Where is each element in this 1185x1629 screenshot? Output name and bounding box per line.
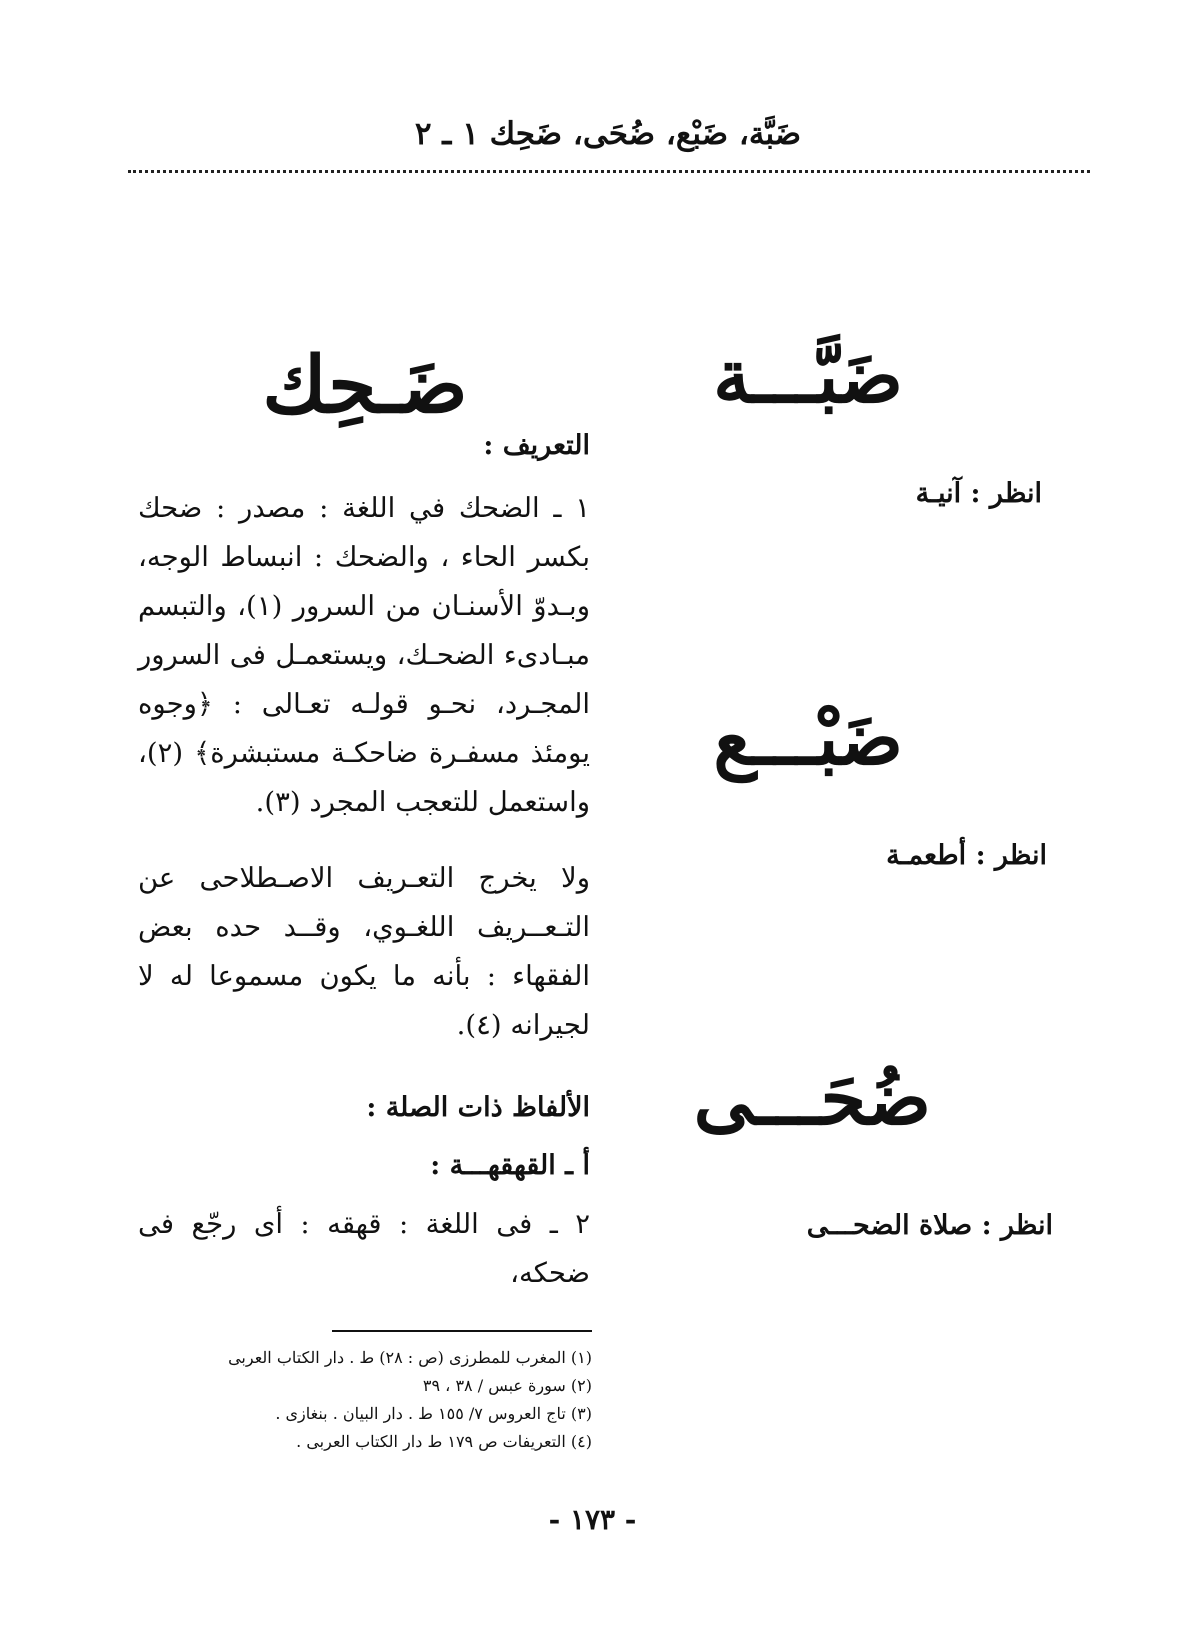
see-also-salat-alduha: انظر : صلاة الضحـــى xyxy=(806,1210,1053,1241)
definition-paragraph-3: ٢ ـ فى اللغة : قهقه : أى رجّع فى ضحكه، xyxy=(138,1208,590,1289)
definition-paragraph-1: ١ ـ الضحك في اللغة : مصدر : ضحك بكسر الحاء ، والضحك : انبساط الوجه، وبـدوّ الأسنـان من السرور (١)، والتبسم مبـادىء الضحـك، ويستعمـل فى السرور المجـرد، نحـو قولـه تعـالى : ﴿وجوه يومئذ مسفـرة ضاحكـة مستبشرة﴾ (٢)، واستعمل للتعجب المجرد (٣). xyxy=(138,492,590,818)
headword-dab: ضَبْـــع xyxy=(713,696,903,782)
sub-heading-qahqaha: أ ـ القهقهـــة : xyxy=(430,1150,590,1181)
footnote-2: (٢) سورة عبس / ٣٨ ، ٣٩ xyxy=(422,1376,592,1395)
see-also-atima: انظر : أطعمـة xyxy=(886,840,1047,871)
related-terms-heading: الألفاظ ذات الصلة : xyxy=(366,1092,590,1123)
footnote-4: (٤) التعريفات ص ١٧٩ ط دار الكتاب العربى . xyxy=(296,1432,592,1451)
see-also-aniya: انظر : آنيـة xyxy=(915,478,1042,509)
headword-dabba: ضَبَّـــة xyxy=(713,334,903,420)
definition-heading: التعريف : xyxy=(483,430,590,461)
page-number: - ١٧٣ - xyxy=(548,1503,637,1536)
footnote-separator xyxy=(332,1330,592,1332)
header-dotted-rule xyxy=(128,170,1090,173)
footnote-3: (٣) تاج العروس ٧/ ١٥٥ ط . دار البيان . بنغازى . xyxy=(275,1404,592,1423)
footnote-1: (١) المغرب للمطرزى (ص : ٢٨) ط . دار الكتاب العربى xyxy=(228,1348,592,1367)
main-headword-dahik: ضَـحِك xyxy=(262,340,468,431)
running-head: ضَبَّة، ضَبْع، ضُحَى، ضَحِك ١ ـ ٢ xyxy=(414,116,802,152)
headword-duha: ضُحَـــى xyxy=(693,1056,931,1142)
footnotes xyxy=(160,1344,592,1456)
definition-paragraph-2: ولا يخرج التعـريف الاصـطلاحى عن التـعــريف اللغـوي، وقــد حده بعض الفقهاء : بأنه ما يكون مسموعا له لا لجيرانه (٤). xyxy=(138,862,590,1041)
